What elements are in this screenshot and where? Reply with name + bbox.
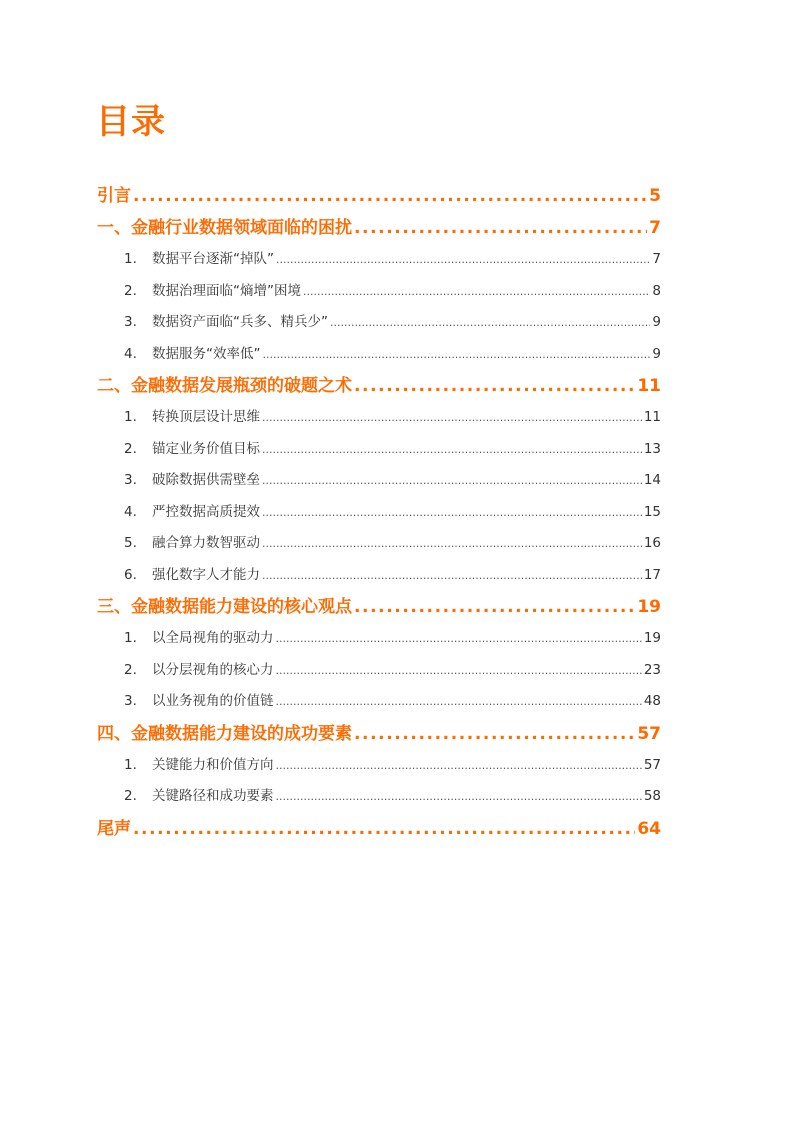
toc-entry-4-1[interactable] — [97, 750, 661, 782]
toc-entry-intro[interactable] — [97, 180, 661, 212]
table-of-contents — [97, 180, 661, 845]
dot-leader — [262, 560, 642, 592]
dot-leader — [262, 402, 642, 434]
toc-page-number: 15 — [643, 503, 661, 520]
toc-label: 四、金融数据能力建设的成功要素 — [97, 723, 352, 744]
toc-number: 3. — [124, 472, 137, 488]
dot-leader — [133, 180, 647, 212]
toc-label: 以全局视角的驱动力 — [152, 630, 274, 646]
toc-entry-2-4[interactable] — [97, 497, 661, 529]
toc-number: 6. — [124, 566, 137, 583]
dot-leader — [262, 528, 642, 560]
dot-leader — [276, 244, 650, 276]
dot-leader — [354, 212, 647, 244]
toc-page-number: 11 — [637, 376, 661, 396]
toc-entry-3-1[interactable] — [97, 623, 661, 655]
toc-label: 融合算力数智驱动 — [152, 535, 260, 551]
dot-leader — [276, 781, 642, 813]
toc-entry-epilogue[interactable] — [97, 813, 661, 845]
toc-page-number: 5 — [649, 186, 661, 206]
toc-label: 破除数据供需壁垒 — [152, 472, 260, 488]
toc-page-number: 14 — [643, 472, 661, 488]
toc-page-number: 19 — [643, 630, 661, 646]
toc-number: 3. — [124, 693, 137, 709]
toc-number: 2. — [124, 440, 137, 457]
toc-number: 1. — [124, 251, 137, 267]
page-title: 目录 — [96, 102, 166, 142]
toc-number: 4. — [124, 345, 137, 362]
toc-label: 强化数字人才能力 — [152, 566, 260, 583]
toc-number: 2. — [124, 661, 137, 678]
toc-entry-4-2[interactable] — [97, 781, 661, 813]
dot-leader — [262, 465, 642, 497]
toc-label: 一、金融行业数据领域面临的困扰 — [97, 218, 352, 238]
toc-number: 2. — [124, 788, 137, 804]
toc-number: 5. — [124, 535, 137, 551]
toc-page-number: 23 — [643, 661, 661, 678]
dot-leader — [263, 339, 651, 371]
toc-label: 数据治理面临“熵增”困境 — [152, 282, 301, 299]
dot-leader — [276, 623, 642, 655]
toc-label: 以业务视角的价值链 — [152, 693, 274, 709]
toc-label: 严控数据高质提效 — [152, 503, 260, 520]
toc-entry-2-2[interactable] — [97, 434, 661, 466]
toc-entry-2-1[interactable] — [97, 402, 661, 434]
toc-entry-1-3[interactable] — [97, 307, 661, 339]
toc-page-number: 9 — [652, 345, 661, 362]
toc-page-number: 57 — [643, 756, 661, 773]
dot-leader — [276, 750, 642, 782]
toc-label: 数据资产面临“兵多、精兵少” — [152, 314, 328, 330]
dot-leader — [276, 686, 642, 718]
toc-number: 2. — [124, 282, 137, 299]
toc-entry-2-6[interactable] — [97, 560, 661, 592]
toc-entry-chapter-2[interactable] — [97, 370, 661, 402]
toc-label: 尾声 — [97, 818, 131, 839]
toc-page-number: 11 — [643, 409, 661, 425]
toc-label: 数据服务“效率低” — [152, 345, 261, 362]
toc-page-number: 58 — [643, 788, 661, 804]
toc-label: 关键路径和成功要素 — [152, 788, 274, 804]
toc-number: 1. — [124, 409, 137, 425]
toc-entry-2-3[interactable] — [97, 465, 661, 497]
toc-label: 以分层视角的核心力 — [152, 661, 274, 678]
toc-label: 关键能力和价值方向 — [152, 756, 274, 773]
toc-page-number: 19 — [637, 597, 661, 617]
toc-entry-1-4[interactable] — [97, 339, 661, 371]
toc-label: 引言 — [97, 186, 131, 206]
toc-page-number: 57 — [637, 723, 661, 744]
dot-leader — [303, 276, 650, 308]
toc-page-number: 17 — [643, 566, 661, 583]
dot-leader — [330, 307, 650, 339]
toc-page-number: 8 — [652, 282, 661, 299]
toc-number: 1. — [124, 630, 137, 646]
toc-page-number: 13 — [643, 440, 661, 457]
toc-page-number: 48 — [643, 693, 661, 709]
toc-number: 3. — [124, 314, 137, 330]
toc-page-number: 7 — [652, 251, 661, 267]
toc-page-number: 16 — [643, 535, 661, 551]
toc-page-number: 64 — [637, 818, 661, 839]
toc-page-number: 9 — [652, 314, 661, 330]
toc-label: 二、金融数据发展瓶颈的破题之术 — [97, 376, 352, 396]
dot-leader — [133, 813, 635, 845]
dot-leader — [354, 591, 635, 623]
toc-entry-1-1[interactable] — [97, 244, 661, 276]
toc-entry-3-3[interactable] — [97, 686, 661, 718]
toc-number: 1. — [124, 756, 137, 773]
dot-leader — [276, 655, 642, 687]
dot-leader — [354, 718, 635, 750]
toc-entry-chapter-1[interactable] — [97, 212, 661, 244]
toc-label: 锚定业务价值目标 — [152, 440, 260, 457]
toc-label: 转换顶层设计思维 — [152, 409, 260, 425]
toc-entry-3-2[interactable] — [97, 655, 661, 687]
dot-leader — [354, 370, 635, 402]
toc-number: 4. — [124, 503, 137, 520]
toc-entry-1-2[interactable] — [97, 276, 661, 308]
toc-entry-2-5[interactable] — [97, 528, 661, 560]
toc-entry-chapter-3[interactable] — [97, 591, 661, 623]
toc-entry-chapter-4[interactable] — [97, 718, 661, 750]
dot-leader — [262, 434, 642, 466]
toc-label: 三、金融数据能力建设的核心观点 — [97, 597, 352, 617]
dot-leader — [262, 497, 642, 529]
toc-label: 数据平台逐渐“掉队” — [152, 251, 274, 267]
toc-page-number: 7 — [649, 218, 661, 238]
